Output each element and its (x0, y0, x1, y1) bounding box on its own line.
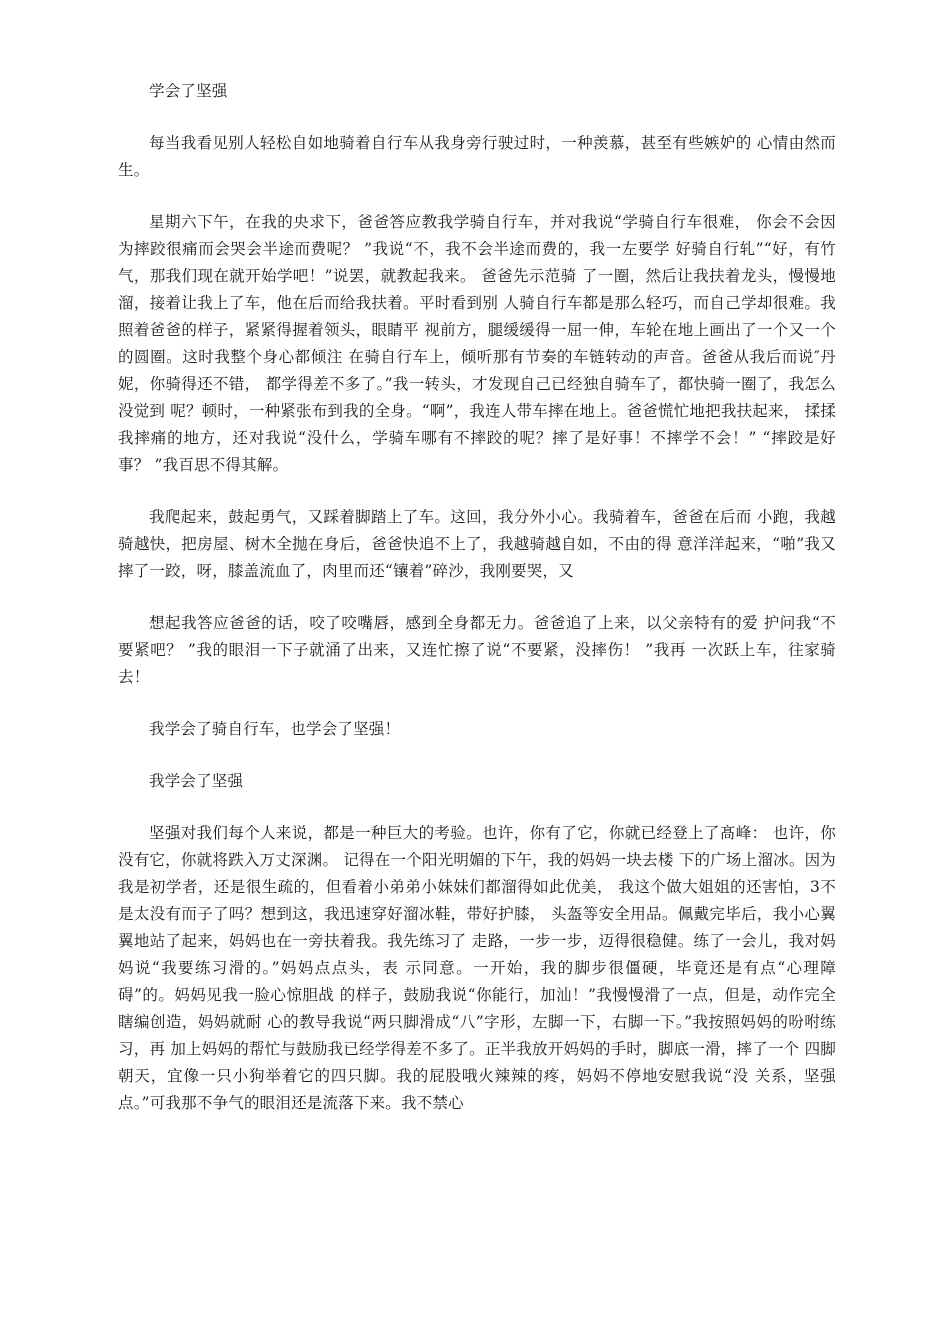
paragraph-6: 坚强对我们每个人来说，都是一种巨大的考验。也许，你有了它，你就已经登上了髙峰： 也许，你没有它，你就将跌入万丈深渊。 记得在一个阳光明媚的下午，我的妈妈一块去楼 下的广场上溜冰。因为我是初学者，还是很生疏的，但看着小弟弟小妹妹们都溜得如此优美， 我这个做大姐姐的还害怕，3不是太没有而子了吗？想到这，我迅速穿好溜冰鞋，带好护膝， 头盔等安全用品。佩戴完毕后，我小心翼翼地站了起来，妈妈也在一旁扶着我。我先练习了 走路，一步一步，迈得很稳健。练了一会儿，我对妈妈说“我要练习滑的。”妈妈点点头，表 示同意。一开始，我的脚步很僵硬，毕竟还是有点“心理障碍”的。妈妈见我一脸心惊胆战 的样子，鼓励我说“你能行，加汕！”我慢慢滑了一点，但是，动作完全瞎编创造，妈妈就耐 心的教导我说“两只脚滑成“八”字形，左脚一下，右脚一下。”我按照妈妈的吩咐练习，再 加上妈妈的帮忙与鼓励我已经学得差不多了。正半我放开妈妈的手时，脚底一滑，摔了一个 四脚朝天，宜像一只小狗举着它的四只脚。我的屁股哦火辣辣的疼，妈妈不停地安慰我说“没 关系，坚强点。”可我那不争气的眼泪还是流落下来。我不禁心 (118, 824, 836, 1112)
paragraph-3: 我爬起来，鼓起勇气，又踩着脚踏上了车。这回，我分外小心。我骑着车，爸爸在后而 小跑，我越骑越快，把房屋、树木全抛在身后，爸爸快追不上了，我越骑越自如，不由的得 意洋洋起来，“啪”我又摔了一跤，呀，膝盖流血了，肉里而还“镶着”碎沙，我刚要哭，又 (118, 508, 836, 580)
paragraph-4: 想起我答应爸爸的话，咬了咬嘴唇，感到全身都无力。爸爸追了上来，以父亲特有的爱 护问我“不要紧吧？ ”我的眼泪一下子就涌了出来，又连忙擦了说“不要紧，没摔伤！ ”我再 一次跃上车，往家骑去！ (118, 614, 836, 686)
paragraph-2: 星期六下午，在我的央求下，爸爸答应教我学骑自行车，并对我说“学骑自行车很难， 你会不会因为摔跤很痛而会哭会半途而费呢？ ”我说“不，我不会半途而费的，我一左要学 好骑自行轧”“好，有竹气，那我们现在就开始学吧！”说罢，就教起我来。 爸爸先示范骑 了一圈，然后让我扶着龙头，慢慢地溜，接着让我上了车，他在后而给我扶着。平时看到别 人骑自行车都是那么轻巧，而自己学却很难。我照着爸爸的样子，紧紧得握着领头，眼睛平 视前方，腿缓缓得一屈一伸，车轮在地上画出了一个又一个的圆圈。这时我整个身心都倾注 在骑自行车上，倾听那有节奏的车链转动的声音。爸爸从我后而说″丹妮，你骑得还不错， 都学得差不多了。”我一转头，才发现自己已经独自骑车了，都快骑一圈了，我怎么没觉到 呢？顿时，一种紧张布到我的全身。“啊”，我连人带车摔在地上。爸爸慌忙地把我扶起来， 揉揉我摔痛的地方，还对我说“没什么，学骑车哪有不摔跤的呢？摔了是好事！不摔学不会！” “摔跤是好事？ ”我百思不得其解。 (118, 213, 836, 474)
essay-title-2: 我学会了坚强 (149, 772, 244, 790)
essay-title-1: 学会了坚强 (149, 82, 228, 100)
document-page (118, 78, 836, 1142)
paragraph-1: 每当我看见别人轻松自如地骑着自行车从我身旁行驶过时，一种羡慕，甚至有些嫉妒的 心情由然而生。 (118, 134, 836, 179)
paragraph-5: 我学会了骑自行车，也学会了坚强！ (149, 720, 401, 738)
